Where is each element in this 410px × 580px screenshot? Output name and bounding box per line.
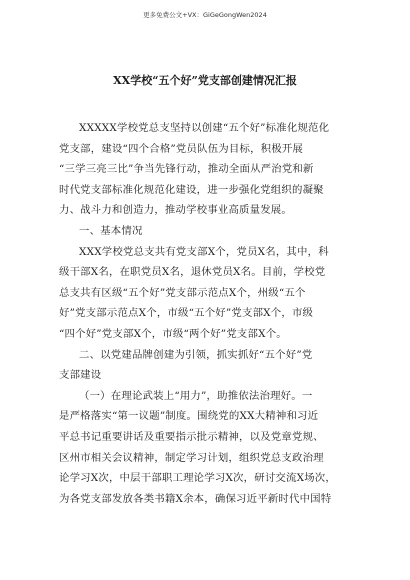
body-line: XXXXX学校党总支坚持以创建“五个好”标准化规范化 <box>79 122 330 134</box>
body-line: 好”党支部示范点X个，市级“五个好”党支部X个，市级 <box>59 307 314 320</box>
body-line: 为各党支部发放各类书籍X余本，确保习近平新时代中国特 <box>59 492 332 505</box>
body-line: 总支共有区级“五个好”党支部示范点X个，州级“五个 <box>59 286 306 299</box>
body-line: 党支部，建设“四个合格”党员队伍为目标，积极开展 <box>59 142 304 155</box>
body-line: “四个好”党支部X个，市级“两个好”党支部X个。 <box>59 327 287 340</box>
subsection-heading: （一）在理论武装上“用力”，助推依法治理好。一 <box>79 389 313 402</box>
body-line: XXX学校党总支共有党支部X个，党员X名，其中，科 <box>79 245 329 258</box>
header-note: 更多免费公文+VX：GiGeGongWen2024 <box>143 11 267 19</box>
body-line: 平总书记重要讲话及重要指示批示精神，以及党章党规、 <box>59 430 324 443</box>
body-line: 级干部X名，在职党员X名，退休党员X名。目前，学校党 <box>59 266 326 279</box>
body-line: 论学习X次，中层干部职工理论学习X次，研讨交流X场次， <box>59 472 336 485</box>
section-heading: 一、基本情况 <box>79 224 143 237</box>
document-title: XX学校“五个好”党支部创建情况汇报 <box>113 74 297 87</box>
body-line: “三学三亮三比”争当先锋行动，推动全面从严治党和新 <box>59 163 314 176</box>
body-line: 力、战斗力和创造力，推动学校事业高质量发展。 <box>59 204 292 217</box>
section-heading-cont: 支部建设 <box>59 369 102 382</box>
section-heading: 二、以党建品牌创建为引领，抓实抓好“五个好”党 <box>79 348 313 361</box>
body-line: 时代党支部标准化规范化建设，进一步强化党组织的凝聚 <box>59 183 324 196</box>
body-line: 是严格落实“第一议题”制度。围绕党的XX大精神和习近 <box>59 410 319 423</box>
body-line: 区州市相关会议精神，制定学习计划，组织党总支政治理 <box>59 451 324 464</box>
document-body <box>59 118 359 509</box>
